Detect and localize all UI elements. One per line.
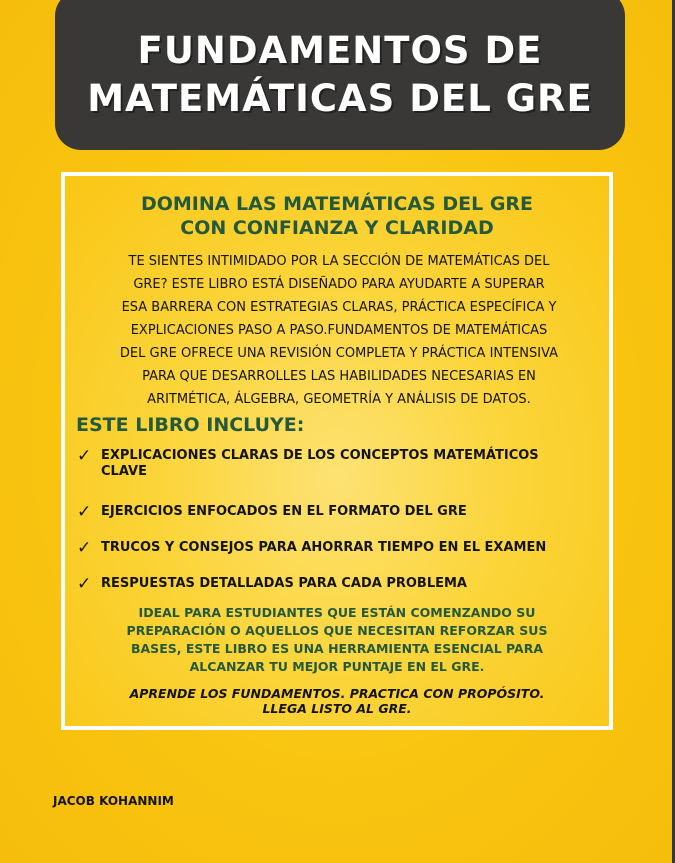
feature-item — [77, 448, 587, 480]
intro-line: ESA BARRERA CON ESTRATEGIAS CLARAS, PRÁCTICA ESPECÍFICA Y — [121, 300, 557, 315]
ideal-line: ALCANZAR TU MEJOR PUNTAJE EN EL GRE. — [189, 659, 485, 674]
feature-text: EXPLICACIONES CLARAS DE LOS CONCEPTOS MATEMÁTICOS CLAVE — [101, 448, 539, 479]
feature-text: EJERCICIOS ENFOCADOS EN EL FORMATO DEL GRE — [101, 504, 467, 519]
feature-item — [77, 540, 587, 556]
checkmark-icon: ✓ — [77, 538, 92, 558]
ideal-line: BASES, ESTE LIBRO ES UNA HERRAMIENTA ESENCIAL PARA — [130, 641, 544, 656]
feature-text: TRUCOS Y CONSEJOS PARA AHORRAR TIEMPO EN EL EXAMEN — [101, 540, 547, 555]
book-title-line-1: FUNDAMENTOS DE — [137, 29, 543, 72]
ideal-line: PREPARACIÓN O AQUELLOS QUE NECESITAN REFORZAR SUS — [126, 623, 548, 638]
feature-item — [77, 576, 587, 592]
checkmark-icon: ✓ — [77, 574, 92, 594]
panel-headline — [65, 192, 609, 240]
includes-heading: ESTE LIBRO INCLUYE: — [76, 414, 305, 436]
slogan — [95, 686, 579, 716]
slogan-line-2: LLEGA LISTO AL GRE. — [262, 701, 412, 716]
headline-line-1: DOMINA LAS MATEMÁTICAS DEL GRE — [140, 193, 534, 215]
intro-line: GRE? ESTE LIBRO ESTÁ DISEÑADO PARA AYUDARTE A SUPERAR — [133, 277, 545, 292]
intro-paragraph — [79, 250, 599, 411]
author-name: JACOB KOHANNIM — [53, 794, 174, 808]
description-panel — [61, 172, 613, 730]
title-banner — [55, 0, 625, 150]
headline-line-2: CON CONFIANZA Y CLARIDAD — [180, 217, 494, 239]
intro-line: PARA QUE DESARROLLES LAS HABILIDADES NECESARIAS EN — [142, 369, 536, 384]
intro-line: TE SIENTES INTIMIDADO POR LA SECCIÓN DE MATEMÁTICAS DEL — [128, 254, 550, 269]
feature-item — [77, 504, 587, 520]
intro-line: EXPLICACIONES PASO A PASO.FUNDAMENTOS DE MATEMÁTICAS — [130, 323, 548, 338]
book-title-line-2: MATEMÁTICAS DEL GRE — [87, 77, 593, 120]
feature-text: RESPUESTAS DETALLADAS PARA CADA PROBLEMA — [101, 576, 467, 591]
ideal-paragraph — [95, 604, 579, 676]
checkmark-icon: ✓ — [77, 446, 92, 466]
intro-line: ARITMÉTICA, ÁLGEBRA, GEOMETRÍA Y ANÁLISIS DE DATOS. — [147, 392, 531, 407]
slogan-line-1: APRENDE LOS FUNDAMENTOS. PRACTICA CON PROPÓSITO. — [129, 686, 545, 701]
checkmark-icon: ✓ — [77, 502, 92, 522]
ideal-line: IDEAL PARA ESTUDIANTES QUE ESTÁN COMENZANDO SU — [138, 605, 536, 620]
intro-line: DEL GRE OFRECE UNA REVISIÓN COMPLETA Y PRÁCTICA INTENSIVA — [119, 346, 559, 361]
